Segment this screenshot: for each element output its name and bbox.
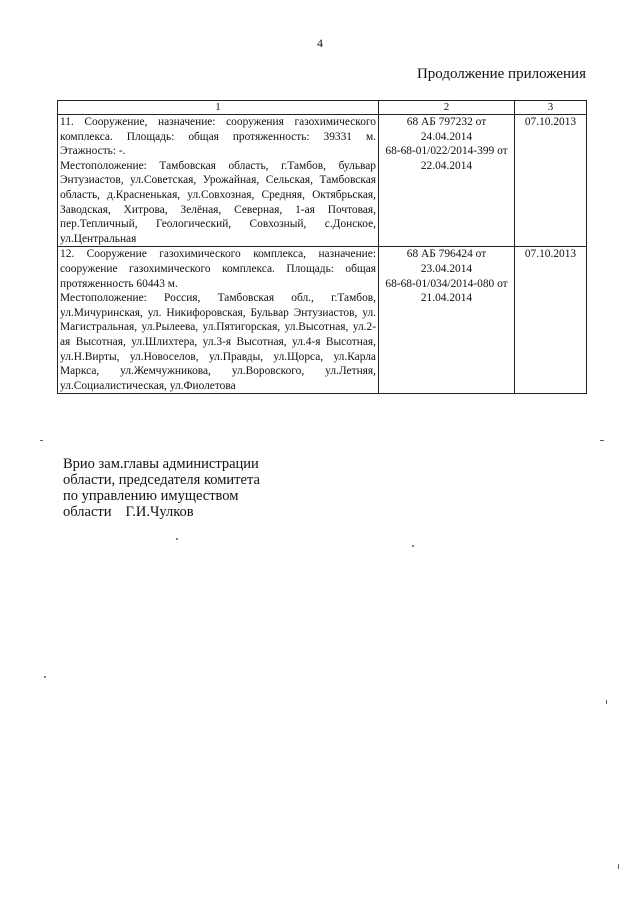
scan-speck xyxy=(412,545,414,547)
appendix-table xyxy=(57,100,587,394)
continuation-title: Продолжение приложения xyxy=(416,66,586,82)
signature-title-line: по управлению имуществом xyxy=(63,488,239,504)
registration-record: 68-68-01/034/2014-080 от 21.04.2014 xyxy=(385,277,508,305)
object-location: Местоположение: Тамбовская область, г.Тамбов, бульвар Энтузиастов, ул.Советская, Урожайная, Сельская, Тамбовская область, д.Красненькая, ул.Совхозная, Средняя, Октябрьская, Заводская, Хитрова, Зелёная, Северная, 1-ая Почтовая, пер.Тепличный, Геологический, Совхозный, с.Донское, ул.Центральная xyxy=(60,159,376,245)
scan-speck xyxy=(40,440,43,441)
table-row xyxy=(58,247,587,394)
column-header-1: 1 xyxy=(58,101,379,115)
object-description: 11. Сооружение, назначение: сооружения газохимического комплекса. Площадь: общая протяженность: 39331 м. Этажность: -. xyxy=(60,116,376,158)
table-row xyxy=(58,115,587,247)
column-header-3: 3 xyxy=(515,101,587,115)
scan-speck xyxy=(606,700,607,704)
object-description-cell xyxy=(58,247,379,394)
registration-certificate: 68 АБ 797232 от 24.04.2014 xyxy=(406,116,487,143)
signature-name-line xyxy=(63,504,260,520)
column-header-2: 2 xyxy=(379,101,515,115)
table-header-row xyxy=(58,101,587,115)
scan-speck xyxy=(618,864,619,869)
date-cell: 07.10.2013 xyxy=(515,247,587,394)
signature-title-line: области xyxy=(63,504,112,520)
signature-title-line: Врио зам.главы администрации xyxy=(63,456,259,472)
scan-speck xyxy=(600,440,604,441)
object-description-cell xyxy=(58,115,379,247)
registration-certificate: 68 АБ 796424 от 23.04.2014 xyxy=(406,248,487,275)
page-number: 4 xyxy=(317,36,323,50)
object-location: Местоположение: Россия, Тамбовская обл., г.Тамбов, ул.Мичуринская, ул. Никифоровская, Бульвар Энтузиастов, ул. Магистральная, ул.Рылеева, ул.Пятигорская, ул.Высотная, ул.2-ая Высотная, ул.Шлихтера, ул.3-я Высотная, ул.4-я Высотная, ул.Н.Вирты, ул.Новоселов, ул.Правды, ул.Щорса, ул.Карла Маркса, ул.Жемчужникова, ул.Воровского, ул.Летняя, ул.Социалистическая, ул.Фиолетова xyxy=(60,292,376,392)
signature-block xyxy=(63,456,260,520)
registration-cell xyxy=(379,115,515,247)
registration-cell xyxy=(379,247,515,394)
date-cell: 07.10.2013 xyxy=(515,115,587,247)
scan-speck xyxy=(176,538,178,540)
registration-record: 68-68-01/022/2014-399 от 22.04.2014 xyxy=(385,145,508,172)
signature-title-line: области, председателя комитета xyxy=(63,472,260,488)
signatory-name: Г.И.Чулков xyxy=(125,504,194,520)
object-description: 12. Сооружение газохимического комплекса, назначение: сооружение газохимического комплекса. Площадь: общая протяженность 60443 м. xyxy=(60,248,376,290)
scan-speck xyxy=(44,676,46,678)
